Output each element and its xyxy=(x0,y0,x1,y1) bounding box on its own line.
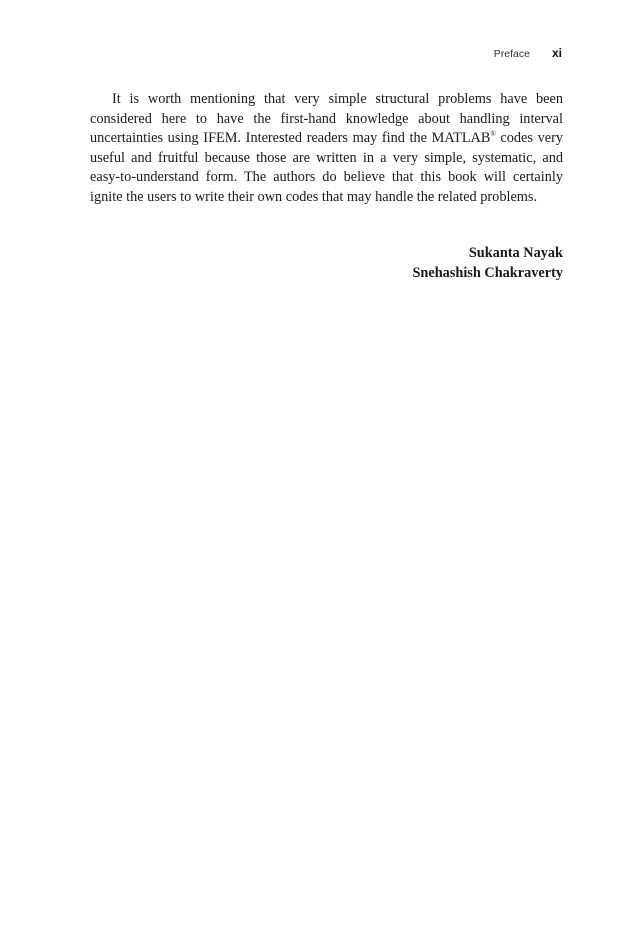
registered-trademark-symbol: ® xyxy=(490,130,496,139)
paragraph-text-part-2: codes very useful and fruitful because those are written in a very simple, systematic, and easy-to-understand form. The authors do believe that this book will certainly ignite the users to write their own codes that may handle the related problems. xyxy=(90,130,564,205)
running-header-section-title: Preface xyxy=(493,48,530,60)
author-name-1: Sukanta Nayak xyxy=(468,245,563,261)
running-header xyxy=(494,46,562,60)
page-number: xi xyxy=(551,46,562,60)
preface-paragraph xyxy=(90,90,563,208)
author-signatures xyxy=(412,244,563,283)
author-name-2: Snehashish Chakraverty xyxy=(412,264,563,281)
preface-body xyxy=(90,90,563,208)
paragraph-text-part-1: It is worth mentioning that very simple structural problems have been considered here to have the first-hand knowledge about handling interval uncertainties using IFEM. Interested readers may find the MATLAB xyxy=(90,91,563,147)
